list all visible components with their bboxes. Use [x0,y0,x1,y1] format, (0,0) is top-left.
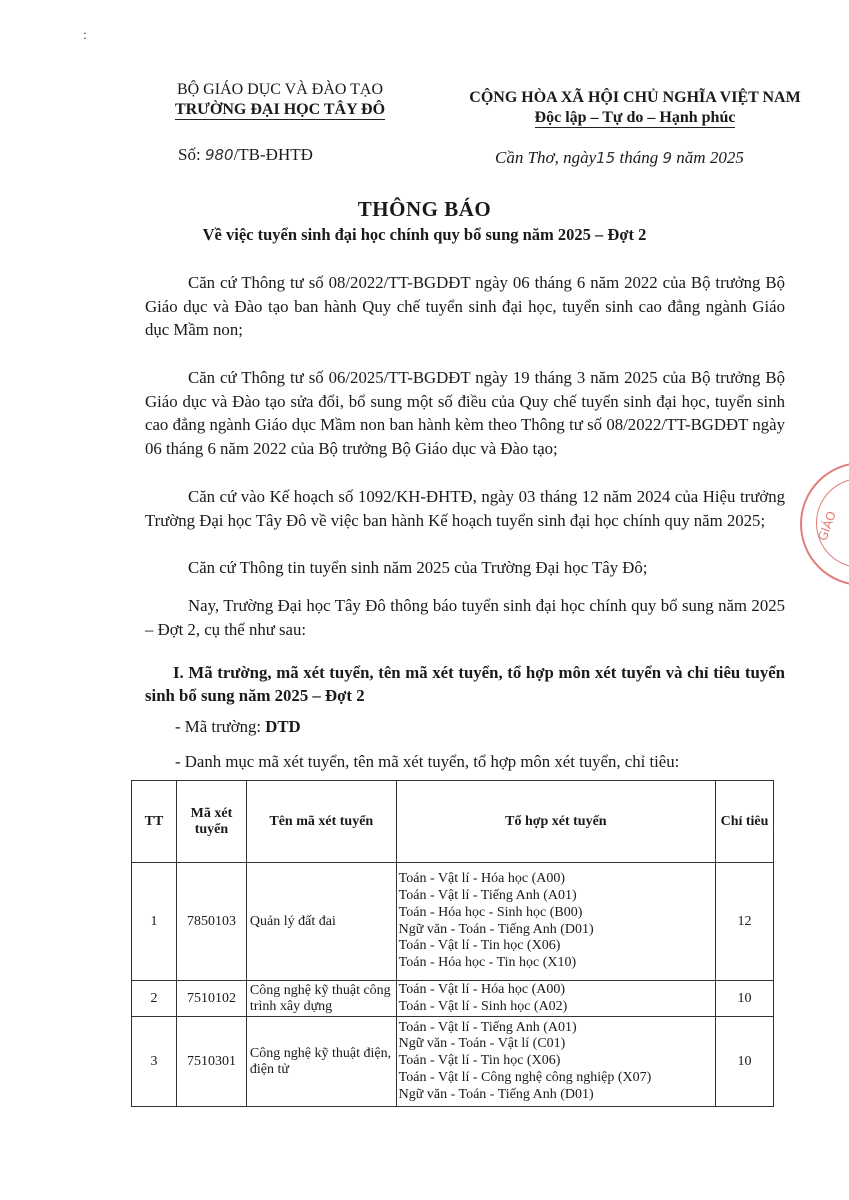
red-seal-stamp: GIÁO [800,462,849,586]
school-code: DTD [265,717,301,736]
row-combos: Toán - Vật lí - Tiếng Anh (A01) Ngữ văn - Toán - Vật lí (C01) Toán - Vật lí - Tin học (X06) Toán - Vật lí - Công nghệ công nghiệp (X07) Ngữ văn - Toán - Tiếng Anh (D01) [396,1017,715,1107]
admission-table [131,780,774,1107]
country-name: CỘNG HÒA XÃ HỘI CHỦ NGHĨA VIỆT NAM [469,89,801,106]
row-quota: 10 [716,1017,774,1107]
row-tt: 2 [132,981,177,1017]
row-tt: 3 [132,1017,177,1107]
row-combos: Toán - Vật lí - Hóa học (A00) Toán - Vật lí - Sinh học (A02) [396,981,715,1017]
document-subtitle: Về việc tuyển sinh đại học chính quy bổ sung năm 2025 – Đợt 2 [202,225,647,244]
document-title: THÔNG BÁO [357,197,492,221]
row-name: Công nghệ kỹ thuật công trình xây dựng [246,981,396,1017]
section-heading: I. Mã trường, mã xét tuyển, tên mã xét tuyển, tổ hợp môn xét tuyển và chỉ tiêu tuyển sinh bổ sung năm 2025 – Đợt 2 [145,663,785,705]
handwritten-day: 15 [596,149,616,167]
paragraph-5: Nay, Trường Đại học Tây Đô thông báo tuyển sinh đại học chính quy bổ sung năm 2025 – Đợt 2, cụ thể như sau: [145,596,785,639]
handwritten-month: 9 [662,149,673,167]
header-quota: Chỉ tiêu [716,781,774,863]
handwritten-number: 980 [204,146,234,164]
motto: Độc lập – Tự do – Hạnh phúc [534,109,736,126]
document-number: Số: 980/TB-ĐHTĐ [178,145,313,164]
row-combos: Toán - Vật lí - Hóa học (A00) Toán - Vật lí - Tiếng Anh (A01) Toán - Hóa học - Sinh học (B00) Ngữ văn - Toán - Tiếng Anh (D01) Toán - Vật lí - Tin học (X06) Toán - Hóa học - Tin học (X10) [396,863,715,981]
school-code-line: - Mã trường: DTD [175,717,301,736]
paragraph-2: Căn cứ Thông tư số 06/2025/TT-BGDĐT ngày 19 tháng 3 năm 2025 của Bộ trưởng Bộ Giáo dục và Đào tạo sửa đổi, bổ sung một số điều của Quy chế tuyển sinh đại học, tuyển sinh cao đẳng ngành Giáo dục Mầm non ban hành kèm theo Thông tư số 08/2022/TT-BGDĐT ngày 06 tháng 6 năm 2022 của Bộ trưởng Bộ Giáo dục và Đào tạo; [145,368,785,458]
header-name: Tên mã xét tuyển [246,781,396,863]
table-row [132,863,774,981]
table-header-row [132,781,774,863]
header-tt: TT [132,781,177,863]
row-code: 7850103 [176,863,246,981]
row-quota: 12 [716,863,774,981]
table-row [132,1017,774,1107]
row-code: 7510301 [176,1017,246,1107]
paragraph-3: Căn cứ vào Kế hoạch số 1092/KH-ĐHTĐ, ngày 03 tháng 12 năm 2024 của Hiệu trưởng Trường Đại học Tây Đô về việc ban hành Kế hoạch tuyển sinh đại học chính quy năm 2025; [145,487,785,530]
row-quota: 10 [716,981,774,1017]
school-name: TRƯỜNG ĐẠI HỌC TÂY ĐÔ [174,101,386,118]
header-left [150,80,410,120]
paragraph-1: Căn cứ Thông tư số 08/2022/TT-BGDĐT ngày 06 tháng 6 năm 2022 của Bộ trưởng Bộ Giáo dục và Đào tạo ban hành Quy chế tuyển sinh đại học, tuyển sinh cao đẳng ngành Giáo dục Mầm non; [145,273,785,339]
row-code: 7510102 [176,981,246,1017]
ministry-name: BỘ GIÁO DỤC VÀ ĐÀO TẠO [176,81,384,98]
row-tt: 1 [132,863,177,981]
header-combos: Tổ hợp xét tuyển [396,781,715,863]
header-code: Mã xét tuyển [176,781,246,863]
document-date: Cần Thơ, ngày15 tháng 9 năm 2025 [495,148,744,167]
table-row [132,981,774,1017]
header-right [445,88,825,128]
row-name: Công nghệ kỹ thuật điện, điện tử [246,1017,396,1107]
list-intro: - Danh mục mã xét tuyển, tên mã xét tuyển, tổ hợp môn xét tuyển, chỉ tiêu: [175,752,680,771]
paragraph-4: Căn cứ Thông tin tuyển sinh năm 2025 của Trường Đại học Tây Đô; [188,558,648,577]
stray-mark: : [83,28,87,43]
row-name: Quản lý đất đai [246,863,396,981]
